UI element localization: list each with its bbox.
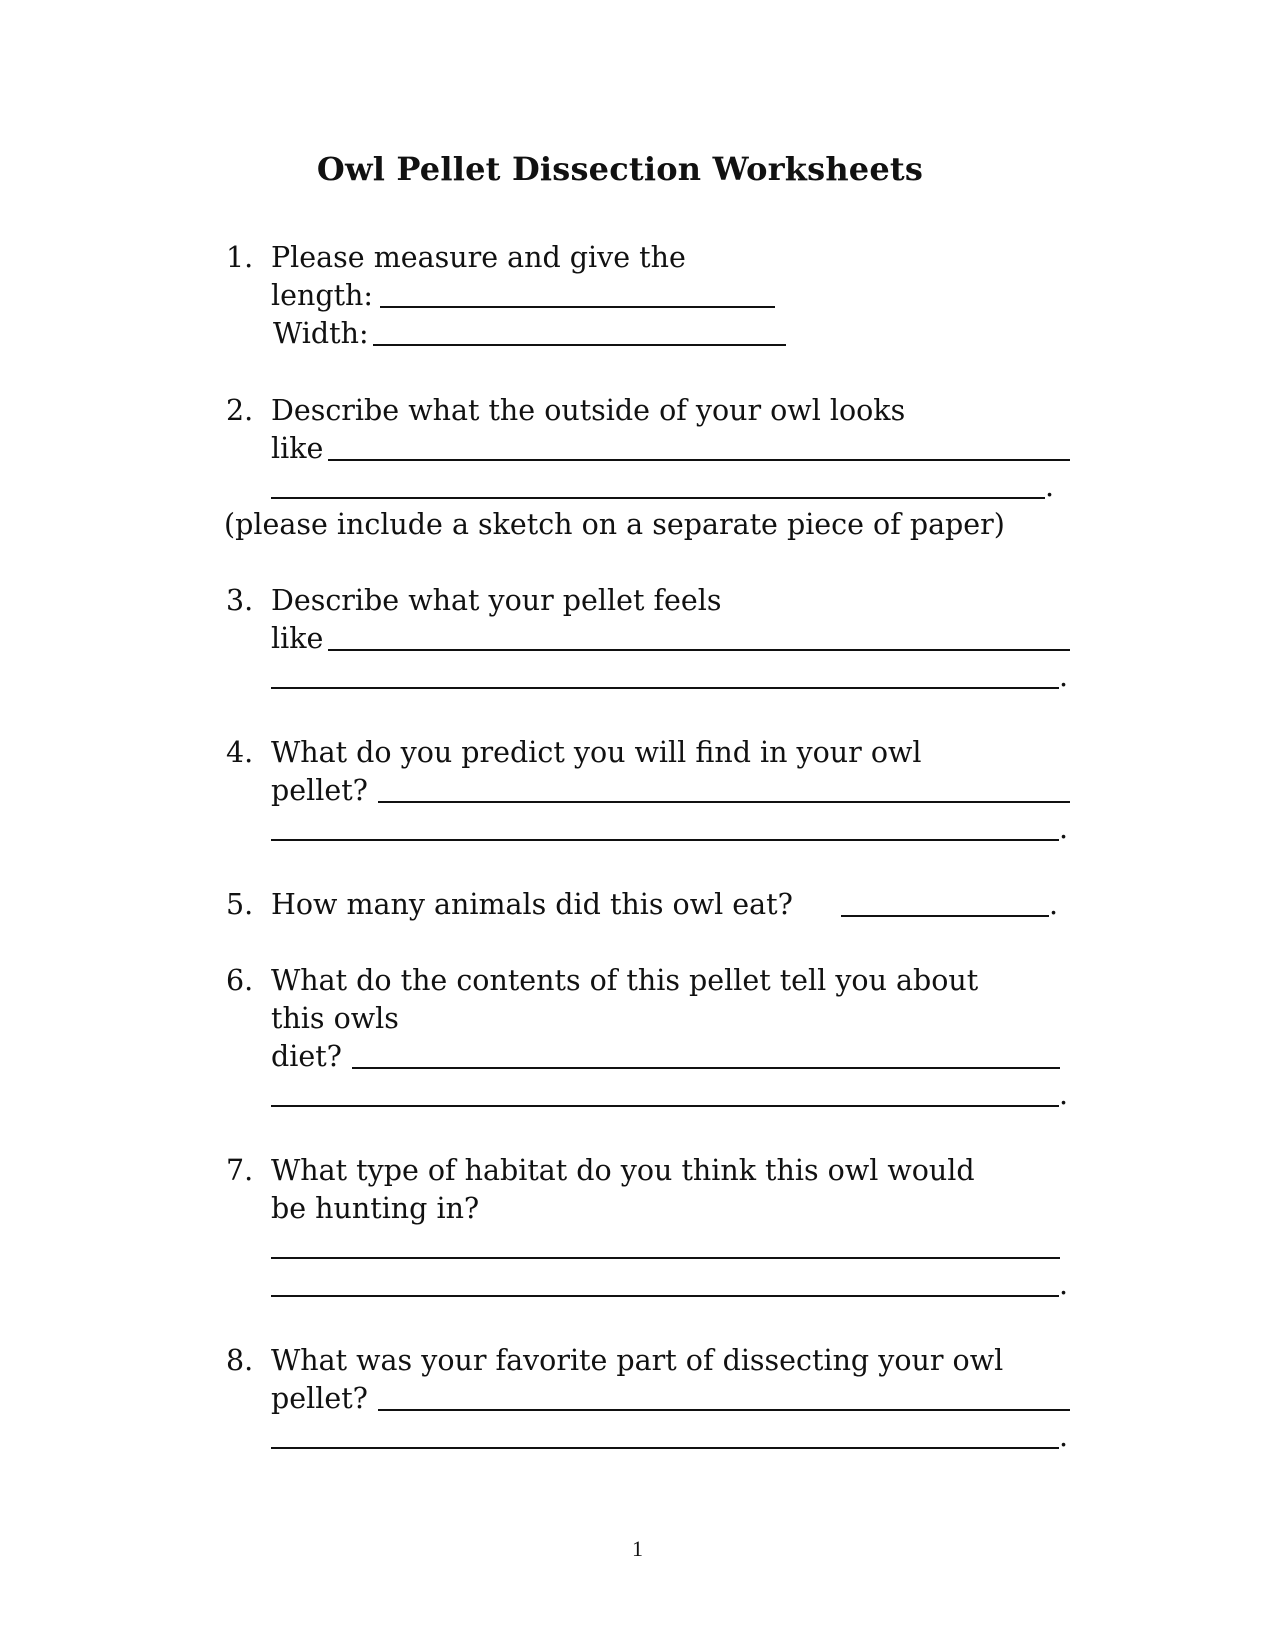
question-number: 1.	[226, 241, 254, 274]
period: .	[1059, 1420, 1069, 1453]
answer-line[interactable]	[271, 687, 1059, 689]
question-text-continued: diet?	[271, 1040, 342, 1073]
period: .	[1059, 1268, 1069, 1301]
question-text: What do the contents of this pellet tell you about	[271, 964, 979, 997]
question-number: 5.	[226, 888, 254, 921]
question-text-continued: pellet?	[271, 774, 368, 807]
question-number: 6.	[226, 964, 254, 997]
answer-line[interactable]	[328, 459, 1070, 461]
period: .	[1049, 888, 1059, 921]
answer-line[interactable]	[271, 497, 1045, 499]
question-number: 7.	[226, 1154, 254, 1187]
sketch-note: (please include a sketch on a separate piece of paper)	[224, 508, 1005, 541]
page-title: Owl Pellet Dissection Worksheets	[316, 150, 924, 188]
period: .	[1059, 660, 1069, 693]
answer-line[interactable]	[841, 915, 1049, 917]
question-text-continued: be hunting in?	[271, 1192, 480, 1225]
answer-line[interactable]	[271, 1447, 1059, 1449]
question-text: How many animals did this owl eat?	[271, 888, 793, 921]
page-number: 1	[632, 1536, 643, 1561]
answer-line[interactable]	[352, 1067, 1060, 1069]
width-label: Width:	[273, 317, 369, 350]
question-text: What type of habitat do you think this owl would	[271, 1154, 975, 1187]
question-text: Describe what your pellet feels	[271, 584, 722, 617]
period: .	[1059, 812, 1069, 845]
period: .	[1045, 470, 1055, 503]
answer-line[interactable]	[271, 1295, 1059, 1297]
question-text-continued: like	[271, 622, 324, 655]
question-text-continued: this owls	[271, 1002, 399, 1035]
answer-line[interactable]	[271, 1105, 1059, 1107]
answer-line[interactable]	[271, 839, 1059, 841]
question-text: Please measure and give the	[271, 241, 686, 274]
period: .	[1059, 1078, 1069, 1111]
answer-line[interactable]	[271, 1257, 1060, 1259]
question-text-continued: like	[271, 432, 324, 465]
question-number: 3.	[226, 584, 254, 617]
question-text: What was your favorite part of dissecting your owl	[271, 1344, 1004, 1377]
question-number: 4.	[226, 736, 254, 769]
answer-line[interactable]	[378, 1409, 1070, 1411]
answer-line[interactable]	[378, 801, 1070, 803]
length-label: length:	[271, 279, 373, 312]
question-number: 2.	[226, 394, 254, 427]
answer-line[interactable]	[328, 649, 1070, 651]
question-text: What do you predict you will find in your owl	[271, 736, 922, 769]
width-answer-line[interactable]	[373, 344, 786, 346]
question-number: 8.	[226, 1344, 254, 1377]
question-text: Describe what the outside of your owl looks	[271, 394, 906, 427]
question-text-continued: pellet?	[271, 1382, 368, 1415]
length-answer-line[interactable]	[380, 306, 775, 308]
